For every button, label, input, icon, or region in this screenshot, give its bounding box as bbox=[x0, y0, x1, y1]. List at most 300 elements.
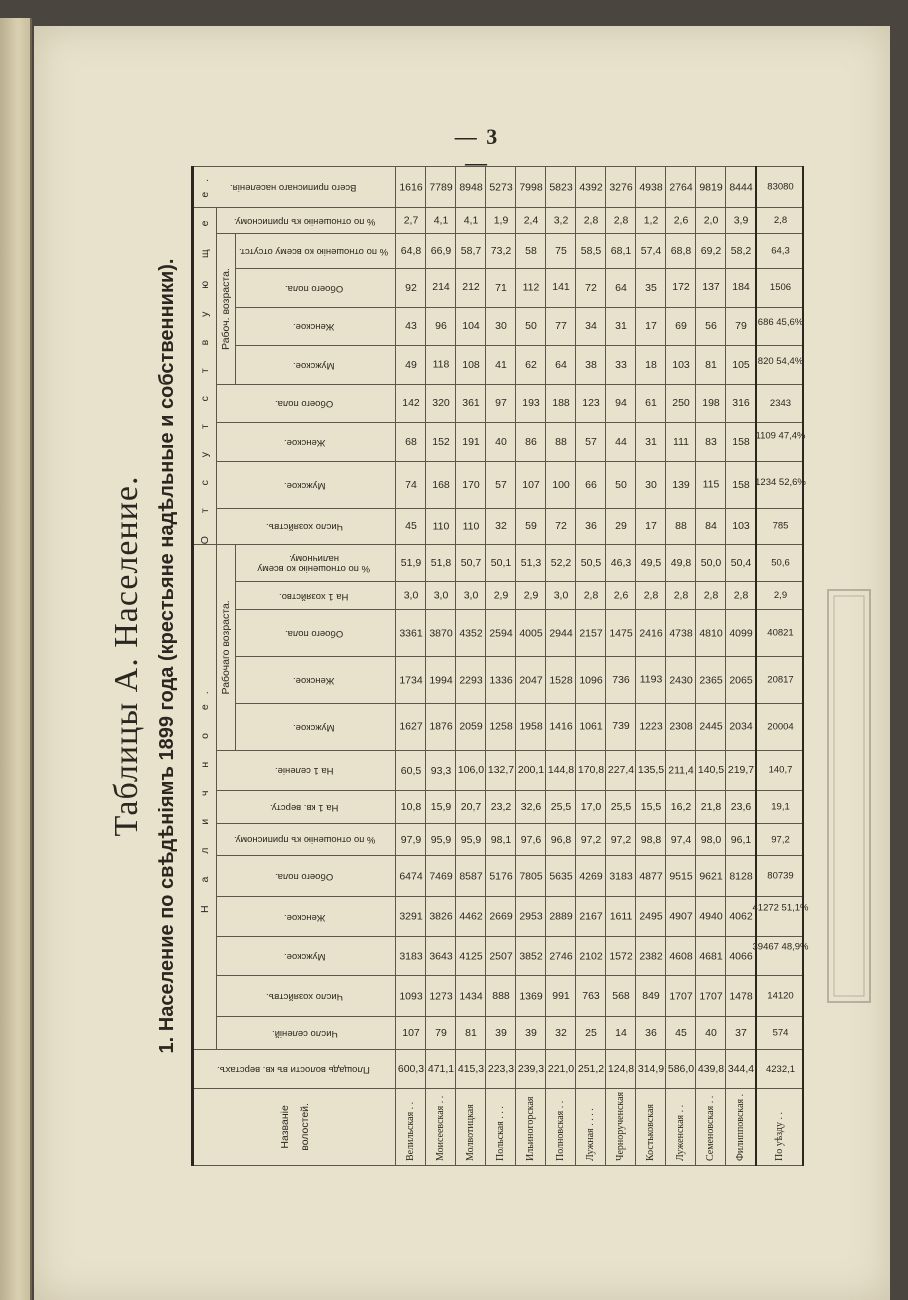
table-cell: 251,2 bbox=[576, 1050, 606, 1089]
table-cell: 36 bbox=[636, 1016, 666, 1050]
table-cell: 38 bbox=[576, 346, 606, 385]
table-cell: 2,8 bbox=[666, 581, 696, 609]
table-cell: 97,2 bbox=[756, 823, 803, 856]
table-cell: 43 bbox=[396, 307, 426, 346]
volost-name: Ильиногорская bbox=[516, 1088, 546, 1165]
table-cell: 3,0 bbox=[546, 581, 576, 609]
table-cell: 168 bbox=[426, 461, 456, 508]
table-cell: 124,8 bbox=[606, 1050, 636, 1089]
table-cell: 39467 48,9% bbox=[756, 937, 803, 976]
table-cell: 4125 bbox=[456, 937, 486, 976]
table-cell: 3,0 bbox=[456, 581, 486, 609]
volost-name: Лужная . . . . bbox=[576, 1088, 606, 1165]
table-cell: 8948 bbox=[456, 167, 486, 208]
table-cell: 2,8 bbox=[756, 207, 803, 234]
table-cell: 142 bbox=[396, 384, 426, 423]
table-cell: 4940 bbox=[696, 896, 726, 937]
table-cell: 2953 bbox=[516, 896, 546, 937]
table-cell: 97,2 bbox=[606, 823, 636, 856]
table-cell: 1273 bbox=[426, 976, 456, 1017]
table-cell: 17 bbox=[636, 307, 666, 346]
table-cell: 4907 bbox=[666, 896, 696, 937]
table-cell: 2,4 bbox=[516, 207, 546, 234]
table-cell: 19,1 bbox=[756, 791, 803, 824]
total-registered-header: Всего приписнаго населенія. bbox=[193, 167, 396, 208]
table-cell: 1223 bbox=[636, 703, 666, 750]
table-cell: 2382 bbox=[636, 937, 666, 976]
table-cell: 40 bbox=[486, 423, 516, 462]
absent-male-header: Мужское. bbox=[217, 461, 396, 508]
table-cell: 23,2 bbox=[486, 791, 516, 824]
table-cell: 20817 bbox=[756, 657, 803, 704]
table-cell: 2669 bbox=[486, 896, 516, 937]
per-village-header: На 1 селеніе. bbox=[217, 750, 396, 791]
table-cell: 97 bbox=[486, 384, 516, 423]
table-cell: 4232,1 bbox=[756, 1050, 803, 1089]
table-cell: 88 bbox=[546, 423, 576, 462]
table-cell: 31 bbox=[606, 307, 636, 346]
table-cell: 574 bbox=[756, 1016, 803, 1050]
table-cell: 139 bbox=[666, 461, 696, 508]
table-cell: 72 bbox=[576, 268, 606, 307]
table-cell: 1734 bbox=[396, 657, 426, 704]
table-cell: 1234 52,6% bbox=[756, 461, 803, 508]
table-cell: 104 bbox=[456, 307, 486, 346]
table-row bbox=[486, 167, 516, 1166]
volost-name: Луженская . . bbox=[666, 1088, 696, 1165]
table-cell: 200,1 bbox=[516, 750, 546, 791]
table-cell: 1096 bbox=[576, 657, 606, 704]
table-body bbox=[396, 167, 808, 1166]
table-cell: 471,1 bbox=[426, 1050, 456, 1089]
table-cell: 4462 bbox=[456, 896, 486, 937]
table-cell: 4681 bbox=[696, 937, 726, 976]
volost-name: Семеновская . . bbox=[696, 1088, 726, 1165]
table-cell: 30 bbox=[636, 461, 666, 508]
table-cell: 141 bbox=[546, 268, 576, 307]
volost-name: Костьковская bbox=[636, 1088, 666, 1165]
table-cell: 86 bbox=[516, 423, 546, 462]
table-cell: 50,6 bbox=[756, 545, 803, 582]
table-cell: 8128 bbox=[726, 856, 757, 897]
wa-per-household-header: На 1 хозяйство. bbox=[236, 581, 396, 609]
table-cell: 316 bbox=[726, 384, 757, 423]
table-cell: 2,9 bbox=[756, 581, 803, 609]
table-cell: 3276 bbox=[606, 167, 636, 208]
table-cell: 2594 bbox=[486, 610, 516, 657]
present-population-header: Н а л и ч н о е. bbox=[193, 545, 217, 1050]
table-cell: 3852 bbox=[516, 937, 546, 976]
table-cell: 46,3 bbox=[606, 545, 636, 582]
table-cell: 97,2 bbox=[576, 823, 606, 856]
table-cell: 111 bbox=[666, 423, 696, 462]
table-cell: 1616 bbox=[396, 167, 426, 208]
table-cell: 32,6 bbox=[516, 791, 546, 824]
table-cell: 68,1 bbox=[606, 234, 636, 269]
table-cell: 2167 bbox=[576, 896, 606, 937]
table-cell: 1434 bbox=[456, 976, 486, 1017]
table-cell: 1336 bbox=[486, 657, 516, 704]
table-cell: 80739 bbox=[756, 856, 803, 897]
volost-name: Моисеевская . . bbox=[426, 1088, 456, 1165]
table-cell: 25,5 bbox=[546, 791, 576, 824]
table-cell: 2,8 bbox=[636, 581, 666, 609]
table-cell: 44 bbox=[606, 423, 636, 462]
table-cell: 5635 bbox=[546, 856, 576, 897]
table-cell: 108 bbox=[456, 346, 486, 385]
table-cell: 74 bbox=[396, 461, 426, 508]
volost-name: Полновская . . bbox=[546, 1088, 576, 1165]
table-cell: 2102 bbox=[576, 937, 606, 976]
table-cell: 66,9 bbox=[426, 234, 456, 269]
table-cell: 4,1 bbox=[456, 207, 486, 234]
table-cell: 39 bbox=[486, 1016, 516, 1050]
table-cell: 79 bbox=[426, 1016, 456, 1050]
table-cell: 4066 bbox=[726, 937, 757, 976]
table-cell: 40821 bbox=[756, 610, 803, 657]
table-cell: 4810 bbox=[696, 610, 726, 657]
table-row bbox=[666, 167, 696, 1166]
table-cell: 57 bbox=[486, 461, 516, 508]
table-cell: 739 bbox=[606, 703, 636, 750]
table-cell: 68 bbox=[396, 423, 426, 462]
table-row bbox=[576, 167, 606, 1166]
table-cell: 50,4 bbox=[726, 545, 757, 582]
table-cell: 69,2 bbox=[696, 234, 726, 269]
table-cell: 439,8 bbox=[696, 1050, 726, 1089]
table-cell: 184 bbox=[726, 268, 757, 307]
table-cell: 61 bbox=[636, 384, 666, 423]
table-cell: 3826 bbox=[426, 896, 456, 937]
table-cell: 763 bbox=[576, 976, 606, 1017]
table-cell: 50,0 bbox=[696, 545, 726, 582]
table-cell: 4877 bbox=[636, 856, 666, 897]
table-cell: 991 bbox=[546, 976, 576, 1017]
table-cell: 75 bbox=[546, 234, 576, 269]
table-cell: 170 bbox=[456, 461, 486, 508]
table-cell: 2,8 bbox=[726, 581, 757, 609]
table-cell: 4738 bbox=[666, 610, 696, 657]
table-cell: 1994 bbox=[426, 657, 456, 704]
table-cell: 415,3 bbox=[456, 1050, 486, 1089]
volost-name: Филипповская . bbox=[726, 1088, 757, 1165]
both-sexes-header: Обоего пола. bbox=[217, 856, 396, 897]
table-cell: 152 bbox=[426, 423, 456, 462]
table-cell: 9819 bbox=[696, 167, 726, 208]
table-cell: 49,8 bbox=[666, 545, 696, 582]
table-cell: 4,1 bbox=[426, 207, 456, 234]
wa-pct-present-header: % по отношенію ко всему наличному. bbox=[236, 545, 396, 582]
table-cell: 8587 bbox=[456, 856, 486, 897]
table-cell: 32 bbox=[546, 1016, 576, 1050]
table-cell: 96 bbox=[426, 307, 456, 346]
table-cell: 93,3 bbox=[426, 750, 456, 791]
table-cell: 600,3 bbox=[396, 1050, 426, 1089]
table-cell: 2,6 bbox=[666, 207, 696, 234]
table-cell: 62 bbox=[516, 346, 546, 385]
table-cell: 3870 bbox=[426, 610, 456, 657]
library-stamp bbox=[824, 586, 874, 1006]
table-cell: 2157 bbox=[576, 610, 606, 657]
table-cell: 2430 bbox=[666, 657, 696, 704]
villages-count-header: Число селеній. bbox=[217, 1016, 396, 1050]
table-cell: 96,8 bbox=[546, 823, 576, 856]
absent-female-header: Женское. bbox=[217, 423, 396, 462]
table-cell: 227,4 bbox=[606, 750, 636, 791]
table-cell: 83080 bbox=[756, 167, 803, 208]
table-cell: 115 bbox=[696, 461, 726, 508]
rotated-table-block bbox=[108, 146, 866, 1166]
table-cell: 7998 bbox=[516, 167, 546, 208]
table-cell: 105 bbox=[726, 346, 757, 385]
table-cell: 3291 bbox=[396, 896, 426, 937]
table-cell: 41272 51,1% bbox=[756, 896, 803, 937]
table-cell: 198 bbox=[696, 384, 726, 423]
table-cell: 50 bbox=[516, 307, 546, 346]
table-cell: 88 bbox=[666, 508, 696, 545]
table-cell: 7469 bbox=[426, 856, 456, 897]
wa-both-header: Обоего пола. bbox=[236, 610, 396, 657]
table-cell: 118 bbox=[426, 346, 456, 385]
table-cell: 59 bbox=[516, 508, 546, 545]
table-cell: 2,8 bbox=[606, 207, 636, 234]
table-cell: 50,7 bbox=[456, 545, 486, 582]
table-cell: 2034 bbox=[726, 703, 757, 750]
absent-pct-registered-header: % по отношенію къ приписному. bbox=[217, 207, 396, 234]
table-cell: 1528 bbox=[546, 657, 576, 704]
households-count-header: Число хозяйствъ. bbox=[217, 976, 396, 1017]
table-cell: 6474 bbox=[396, 856, 426, 897]
table-cell: 1061 bbox=[576, 703, 606, 750]
table-cell: 9621 bbox=[696, 856, 726, 897]
table-cell: 77 bbox=[546, 307, 576, 346]
absent-population-header: О т с у т с т в у ю щ е е. bbox=[193, 207, 217, 544]
area-header: Площадь волости въ кв. верстахъ. bbox=[193, 1050, 396, 1089]
table-cell: 5273 bbox=[486, 167, 516, 208]
volost-name: Велильская . . bbox=[396, 1088, 426, 1165]
table-cell: 2365 bbox=[696, 657, 726, 704]
table-cell: 3183 bbox=[606, 856, 636, 897]
table-cell: 1707 bbox=[696, 976, 726, 1017]
table-cell: 69 bbox=[666, 307, 696, 346]
table-cell: 50,1 bbox=[486, 545, 516, 582]
table-cell: 31 bbox=[636, 423, 666, 462]
table-cell: 110 bbox=[456, 508, 486, 545]
table-cell: 785 bbox=[756, 508, 803, 545]
table-cell: 21,8 bbox=[696, 791, 726, 824]
table-cell: 41 bbox=[486, 346, 516, 385]
table-cell: 123 bbox=[576, 384, 606, 423]
table-cell: 51,3 bbox=[516, 545, 546, 582]
absent-households-header: Число хозяйствъ. bbox=[217, 508, 396, 545]
wa-male-header: Мужское. bbox=[236, 703, 396, 750]
absent-working-age-header: Рабоч. возраста. bbox=[217, 234, 236, 384]
table-cell: 81 bbox=[456, 1016, 486, 1050]
table-cell: 50 bbox=[606, 461, 636, 508]
table-cell: 132,7 bbox=[486, 750, 516, 791]
table-cell: 14 bbox=[606, 1016, 636, 1050]
table-cell: 2,8 bbox=[576, 207, 606, 234]
table-cell: 2445 bbox=[696, 703, 726, 750]
volost-name: Молвотицкая bbox=[456, 1088, 486, 1165]
page-title: Таблицы А. Население. bbox=[108, 475, 145, 837]
table-cell: 58 bbox=[516, 234, 546, 269]
table-cell: 110 bbox=[426, 508, 456, 545]
table-cell: 1193 bbox=[636, 657, 666, 704]
table-cell: 1627 bbox=[396, 703, 426, 750]
table-row bbox=[426, 167, 456, 1166]
table-row bbox=[516, 167, 546, 1166]
table-cell: 60,5 bbox=[396, 750, 426, 791]
table-cell: 211,4 bbox=[666, 750, 696, 791]
table-cell: 223,3 bbox=[486, 1050, 516, 1089]
table-cell: 1707 bbox=[666, 976, 696, 1017]
table-cell: 2343 bbox=[756, 384, 803, 423]
table-cell: 32 bbox=[486, 508, 516, 545]
table-row bbox=[546, 167, 576, 1166]
table-cell: 97,4 bbox=[666, 823, 696, 856]
table-cell: 7789 bbox=[426, 167, 456, 208]
table-cell: 3,2 bbox=[546, 207, 576, 234]
table-cell: 188 bbox=[546, 384, 576, 423]
table-cell: 212 bbox=[456, 268, 486, 307]
table-cell: 820 54,4% bbox=[756, 346, 803, 385]
population-table bbox=[191, 166, 808, 1166]
table-cell: 219,7 bbox=[726, 750, 757, 791]
table-cell: 1958 bbox=[516, 703, 546, 750]
table-cell: 158 bbox=[726, 461, 757, 508]
table-cell: 2308 bbox=[666, 703, 696, 750]
table-cell: 144,8 bbox=[546, 750, 576, 791]
table-cell: 36 bbox=[576, 508, 606, 545]
table-cell: 52,2 bbox=[546, 545, 576, 582]
table-cell: 172 bbox=[666, 268, 696, 307]
table-cell: 4062 bbox=[726, 896, 757, 937]
table-cell: 5823 bbox=[546, 167, 576, 208]
table-cell: 64 bbox=[606, 268, 636, 307]
table-cell: 2,0 bbox=[696, 207, 726, 234]
table-cell: 1416 bbox=[546, 703, 576, 750]
total-row bbox=[756, 167, 803, 1166]
per-verst-header: На 1 кв. версту. bbox=[217, 791, 396, 824]
table-cell: 135,5 bbox=[636, 750, 666, 791]
table-cell: 20,7 bbox=[456, 791, 486, 824]
table-cell: 98,0 bbox=[696, 823, 726, 856]
table-cell: 3,0 bbox=[396, 581, 426, 609]
table-row bbox=[636, 167, 666, 1166]
awa-both-header: Обоего пола. bbox=[236, 268, 396, 307]
table-cell: 4392 bbox=[576, 167, 606, 208]
volost-name: Польская . . . bbox=[486, 1088, 516, 1165]
table-row bbox=[726, 167, 757, 1166]
table-cell: 64,3 bbox=[756, 234, 803, 269]
table-cell: 103 bbox=[726, 508, 757, 545]
table-cell: 10,8 bbox=[396, 791, 426, 824]
table-cell: 96,1 bbox=[726, 823, 757, 856]
table-cell: 2889 bbox=[546, 896, 576, 937]
table-cell: 314,9 bbox=[636, 1050, 666, 1089]
table-cell: 112 bbox=[516, 268, 546, 307]
table-cell: 33 bbox=[606, 346, 636, 385]
table-cell: 344,4 bbox=[726, 1050, 757, 1089]
table-cell: 686 45,6% bbox=[756, 307, 803, 346]
table-cell: 140,5 bbox=[696, 750, 726, 791]
name-column-header bbox=[193, 1088, 396, 1165]
pct-registered-header: % по отношенію къ приписному. bbox=[217, 823, 396, 856]
table-cell: 1475 bbox=[606, 610, 636, 657]
table-cell: 98,1 bbox=[486, 823, 516, 856]
name-header-line2: волостей. bbox=[298, 1103, 311, 1151]
table-cell: 2,7 bbox=[396, 207, 426, 234]
table-cell: 94 bbox=[606, 384, 636, 423]
table-cell: 34 bbox=[576, 307, 606, 346]
table-cell: 586,0 bbox=[666, 1050, 696, 1089]
volost-name: По уѣзду . . bbox=[756, 1088, 803, 1165]
table-cell: 3183 bbox=[396, 937, 426, 976]
table-cell: 57,4 bbox=[636, 234, 666, 269]
table-cell: 7805 bbox=[516, 856, 546, 897]
table-row bbox=[456, 167, 486, 1166]
table-cell: 66 bbox=[576, 461, 606, 508]
table-cell: 2,8 bbox=[696, 581, 726, 609]
table-cell: 137 bbox=[696, 268, 726, 307]
awa-male-header: Мужское. bbox=[236, 346, 396, 385]
table-cell: 1572 bbox=[606, 937, 636, 976]
table-cell: 16,2 bbox=[666, 791, 696, 824]
table-cell: 39 bbox=[516, 1016, 546, 1050]
table-cell: 2065 bbox=[726, 657, 757, 704]
table-cell: 49 bbox=[396, 346, 426, 385]
table-cell: 5176 bbox=[486, 856, 516, 897]
table-cell: 97,6 bbox=[516, 823, 546, 856]
table-cell: 23,6 bbox=[726, 791, 757, 824]
table-cell: 98,8 bbox=[636, 823, 666, 856]
table-cell: 361 bbox=[456, 384, 486, 423]
awa-pct-absent-header: % по отношенію ко всему отсутст. bbox=[236, 234, 396, 269]
table-cell: 8444 bbox=[726, 167, 757, 208]
table-cell: 320 bbox=[426, 384, 456, 423]
table-cell: 2495 bbox=[636, 896, 666, 937]
table-cell: 2047 bbox=[516, 657, 546, 704]
table-cell: 3,9 bbox=[726, 207, 757, 234]
table-cell: 4005 bbox=[516, 610, 546, 657]
table-cell: 57 bbox=[576, 423, 606, 462]
table-cell: 79 bbox=[726, 307, 757, 346]
table-cell: 95,9 bbox=[426, 823, 456, 856]
table-cell: 193 bbox=[516, 384, 546, 423]
table-cell: 29 bbox=[606, 508, 636, 545]
table-cell: 2,9 bbox=[486, 581, 516, 609]
table-row bbox=[696, 167, 726, 1166]
table-cell: 4352 bbox=[456, 610, 486, 657]
table-cell: 35 bbox=[636, 268, 666, 307]
table-cell: 106,0 bbox=[456, 750, 486, 791]
table-cell: 2416 bbox=[636, 610, 666, 657]
table-cell: 888 bbox=[486, 976, 516, 1017]
table-row bbox=[606, 167, 636, 1166]
table-cell: 2,6 bbox=[606, 581, 636, 609]
table-cell: 40 bbox=[696, 1016, 726, 1050]
previous-page-edge bbox=[0, 18, 32, 1300]
table-cell: 9515 bbox=[666, 856, 696, 897]
table-cell: 107 bbox=[516, 461, 546, 508]
table-cell: 17 bbox=[636, 508, 666, 545]
table-cell: 3361 bbox=[396, 610, 426, 657]
page-number: — 3 — bbox=[454, 124, 500, 175]
table-cell: 2,8 bbox=[576, 581, 606, 609]
table-cell: 17,0 bbox=[576, 791, 606, 824]
table-cell: 1611 bbox=[606, 896, 636, 937]
